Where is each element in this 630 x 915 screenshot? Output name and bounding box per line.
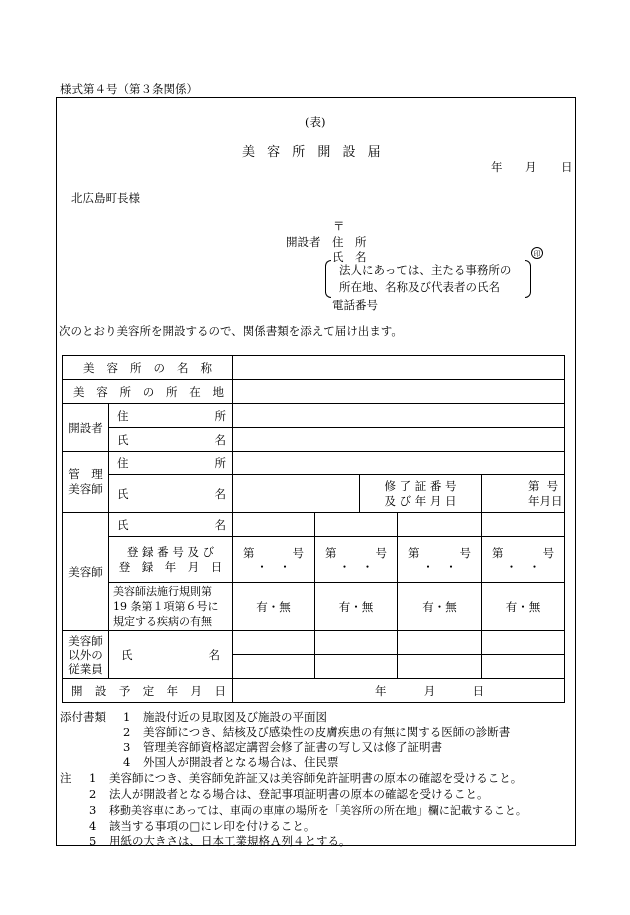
other-staff-1[interactable] bbox=[233, 631, 315, 655]
applicant-label: 開設者 bbox=[286, 235, 321, 249]
beautician-name-1[interactable] bbox=[233, 513, 315, 537]
attachment-no: 3 bbox=[123, 740, 131, 754]
seal-mark: 印 bbox=[531, 247, 543, 259]
registration-label: 登 録 番 号 及 び 登 録 年 月 日 bbox=[109, 537, 233, 583]
salon-name-label: 美 容 所 の 名 称 bbox=[63, 356, 233, 380]
form-title: 美 容 所 開 設 届 bbox=[242, 145, 385, 160]
manager-address-label: 住 所 bbox=[109, 452, 233, 475]
other-staff-5[interactable] bbox=[233, 655, 315, 679]
founder-name-field[interactable] bbox=[233, 428, 565, 452]
disease-choice-1[interactable]: 有・無 bbox=[233, 583, 315, 631]
other-staff-7[interactable] bbox=[398, 655, 482, 679]
corp-note-line1: 法人にあっては、主たる事務所の bbox=[339, 263, 512, 277]
date-month: 月 bbox=[525, 160, 537, 174]
other-staff-4[interactable] bbox=[482, 631, 565, 655]
beautician-name-label: 氏 名 bbox=[109, 513, 233, 537]
note-no: 2 bbox=[89, 787, 97, 801]
beautician-label: 美容師 bbox=[63, 513, 109, 631]
note-no: 3 bbox=[89, 803, 97, 817]
opening-date-label: 開 設 予 定 年 月 日 bbox=[63, 679, 233, 703]
salon-address-field[interactable] bbox=[233, 380, 565, 404]
disease-choice-3[interactable]: 有・無 bbox=[398, 583, 482, 631]
attachment-no: 4 bbox=[123, 755, 131, 769]
notes-label: 注 bbox=[60, 771, 72, 785]
postal-mark: 〒 bbox=[333, 219, 345, 233]
note-text: 美容師につき、美容師免許証又は美容師免許証明書の原本の確認を受けること。 bbox=[109, 771, 523, 785]
founder-name-label: 氏 名 bbox=[109, 428, 233, 452]
manager-name-field[interactable] bbox=[233, 475, 360, 513]
attachment-text: 施設付近の見取図及び施設の平面図 bbox=[143, 710, 327, 724]
disease-label: 美容師法施行規則第 19 条第１項第６号に 規定する疾病の有無 bbox=[109, 583, 233, 631]
cert-number-field[interactable]: 第 号 年 月 日 bbox=[482, 475, 565, 513]
registration-field-1[interactable]: 第 号 ・ ・ bbox=[233, 537, 315, 583]
note-no: 1 bbox=[89, 771, 97, 785]
bracket-left bbox=[325, 260, 331, 298]
registration-field-3[interactable]: 第 号 ・ ・ bbox=[398, 537, 482, 583]
form-number: 様式第４号（第３条関係） bbox=[60, 82, 198, 96]
salon-address-label: 美 容 所 の 所 在 地 bbox=[63, 380, 233, 404]
addressee: 北広島町長様 bbox=[71, 191, 140, 205]
beautician-name-2[interactable] bbox=[315, 513, 398, 537]
note-text: 法人が開設者となる場合は、登記事項証明書の原本の確認を受けること。 bbox=[109, 787, 489, 801]
corporation-note bbox=[325, 260, 531, 298]
opening-date-field[interactable]: 年 月 日 bbox=[233, 679, 565, 703]
attachment-text: 管理美容師資格認定講習会修了証書の写し又は修了証明書 bbox=[143, 740, 442, 754]
registration-field-4[interactable]: 第 号 ・ ・ bbox=[482, 537, 565, 583]
side-label: (表) bbox=[305, 115, 326, 129]
other-staff-6[interactable] bbox=[315, 655, 398, 679]
bracket-right bbox=[525, 260, 531, 298]
manager-label: 管 理 美容師 bbox=[63, 452, 109, 513]
corp-note-line2: 所在地、名称及び代表者の氏名 bbox=[339, 280, 500, 294]
applicant-name-label: 氏 名 bbox=[332, 250, 367, 264]
attachment-text: 外国人が開設者となる場合は、住民票 bbox=[143, 755, 339, 769]
note-text: 用紙の大きさは、日本工業規格Ａ列４とする。 bbox=[109, 834, 351, 848]
attachments-label: 添付書類 bbox=[60, 710, 106, 724]
attachment-no: 2 bbox=[123, 725, 131, 739]
application-table bbox=[62, 355, 565, 703]
other-staff-3[interactable] bbox=[398, 631, 482, 655]
salon-name-field[interactable] bbox=[233, 356, 565, 380]
attachment-text: 美容師につき、結核及び感染性の皮膚疾患の有無に関する医師の診断書 bbox=[143, 725, 511, 739]
other-staff-8[interactable] bbox=[482, 655, 565, 679]
date-year: 年 bbox=[491, 160, 503, 174]
founder-address-field[interactable] bbox=[233, 404, 565, 428]
cert-number-label: 修 了 証 番 号 及 び 年 月 日 bbox=[360, 475, 482, 513]
date-day: 日 bbox=[561, 160, 573, 174]
manager-name-label: 氏 名 bbox=[109, 475, 233, 513]
disease-choice-4[interactable]: 有・無 bbox=[482, 583, 565, 631]
note-text: 該当する事項の□にレ印を付けること。 bbox=[109, 819, 316, 833]
phone-label: 電話番号 bbox=[332, 298, 378, 312]
founder-address-label: 住 所 bbox=[109, 404, 233, 428]
note-no: 5 bbox=[89, 834, 97, 848]
applicant-address-label: 住 所 bbox=[332, 235, 367, 249]
other-staff-2[interactable] bbox=[315, 631, 398, 655]
other-staff-name-label: 氏 名 bbox=[109, 631, 233, 679]
intro-text: 次のとおり美容所を開設するので、関係書類を添えて届け出ます。 bbox=[59, 324, 403, 338]
disease-choice-2[interactable]: 有・無 bbox=[315, 583, 398, 631]
note-no: 4 bbox=[89, 819, 97, 833]
registration-field-2[interactable]: 第 号 ・ ・ bbox=[315, 537, 398, 583]
attachment-no: 1 bbox=[123, 710, 131, 724]
beautician-name-3[interactable] bbox=[398, 513, 482, 537]
beautician-name-4[interactable] bbox=[482, 513, 565, 537]
note-text: 移動美容車にあっては、車両の車庫の場所を「美容所の所在地」欄に記載すること。 bbox=[109, 804, 527, 817]
founder-label: 開設者 bbox=[63, 404, 109, 452]
manager-address-field[interactable] bbox=[233, 452, 565, 475]
other-staff-label: 美容師 以外の 従業員 bbox=[63, 631, 109, 679]
